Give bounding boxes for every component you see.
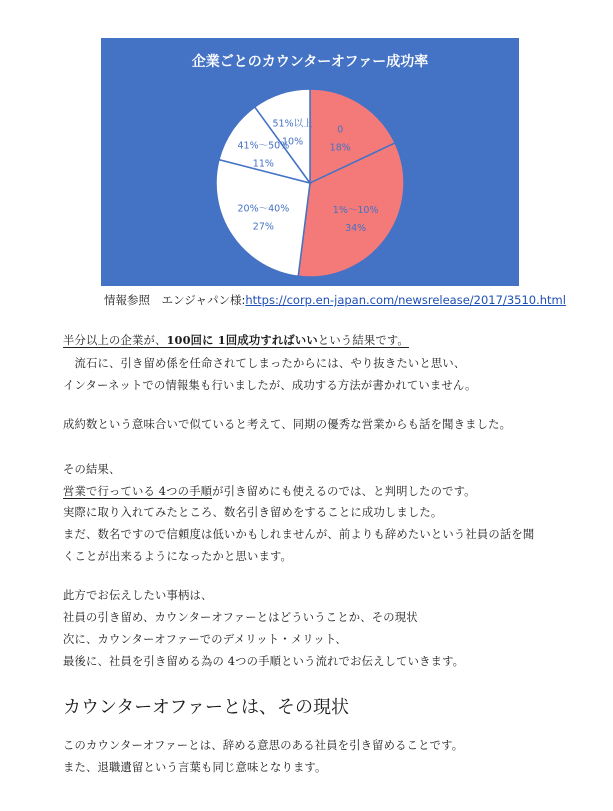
slice-category-label: 41%～50% bbox=[237, 140, 290, 152]
text-span: 半分以上の企業が、 bbox=[63, 334, 167, 347]
paragraph-line: このカウンターオファーとは、辞める意思のある社員を引き留めることです。 bbox=[63, 739, 464, 752]
slice-value-label: 34% bbox=[345, 223, 367, 235]
caption-prefix: 情報参照 エンジャパン様: bbox=[104, 293, 246, 307]
paragraph-line: 最後に、社員を引き留める為の 4つの手順という流れでお伝えしていきます。 bbox=[63, 655, 465, 668]
underlined-text: 営業で行っている 4つの手順 bbox=[63, 485, 213, 498]
section-heading: カウンターオファーとは、その現状 bbox=[63, 697, 350, 718]
slice-category-label: 0 bbox=[337, 124, 344, 136]
paragraph-line: 流石に、引き留め係を任命されてしまったからには、やり抜きたいと思い、 bbox=[63, 357, 466, 370]
chart-title: 企業ごとのカウンターオファー成功率 bbox=[191, 54, 429, 70]
paragraph-line: その結果、 bbox=[63, 463, 121, 476]
paragraph-line: 実際に取り入れてみたところ、数名引き留めをすることに成功しました。 bbox=[63, 506, 443, 519]
paragraph-line: 此方でお伝えしたい事柄は、 bbox=[63, 589, 213, 602]
paragraph-line: まだ、数名ですので信頼度は低いかもしれませんが、前よりも辞めたいという社員の話を聞 bbox=[63, 528, 535, 541]
paragraph-line: インターネットでの情報集も行いましたが、成功する方法が書かれていません。 bbox=[63, 379, 477, 392]
paragraph-line: 次に、カウンターオファーでのデメリット・メリット、 bbox=[63, 633, 347, 646]
paragraph-line: くことが出来るようになったかと思います。 bbox=[63, 550, 293, 563]
text-span: という結果です。 bbox=[317, 334, 409, 347]
slice-value-label: 11% bbox=[252, 158, 274, 170]
paragraph-line: 社員の引き留め、カウンターオファーとはどういうことか、その現状 bbox=[63, 611, 418, 624]
slice-value-label: 18% bbox=[329, 142, 351, 154]
slice-category-label: 51%以上 bbox=[272, 118, 313, 130]
paragraph-line bbox=[63, 483, 476, 499]
paragraph-line bbox=[63, 332, 409, 348]
slice-value-label: 10% bbox=[282, 136, 304, 148]
slice-category-label: 1%～10% bbox=[332, 205, 379, 217]
pie-chart bbox=[101, 38, 519, 286]
source-caption bbox=[104, 292, 584, 308]
underlined-text bbox=[63, 334, 409, 348]
text-span: が引き留めにも使えるのでは、と判明したのです。 bbox=[212, 485, 476, 498]
source-link[interactable]: https://corp.en-japan.com/newsrelease/2017/3510.html bbox=[245, 293, 566, 307]
bold-text: 100回に 1回成功すればいい bbox=[166, 333, 318, 347]
pie-chart-svg bbox=[101, 38, 519, 286]
slice-value-label: 27% bbox=[252, 221, 274, 233]
paragraph-line: 成約数という意味合いで似ていると考えて、同期の優秀な営業からも話を聞きました。 bbox=[63, 418, 512, 431]
paragraph-line: また、退職遺留という言葉も同じ意味となります。 bbox=[63, 761, 327, 774]
slice-category-label: 20%～40% bbox=[237, 203, 290, 215]
